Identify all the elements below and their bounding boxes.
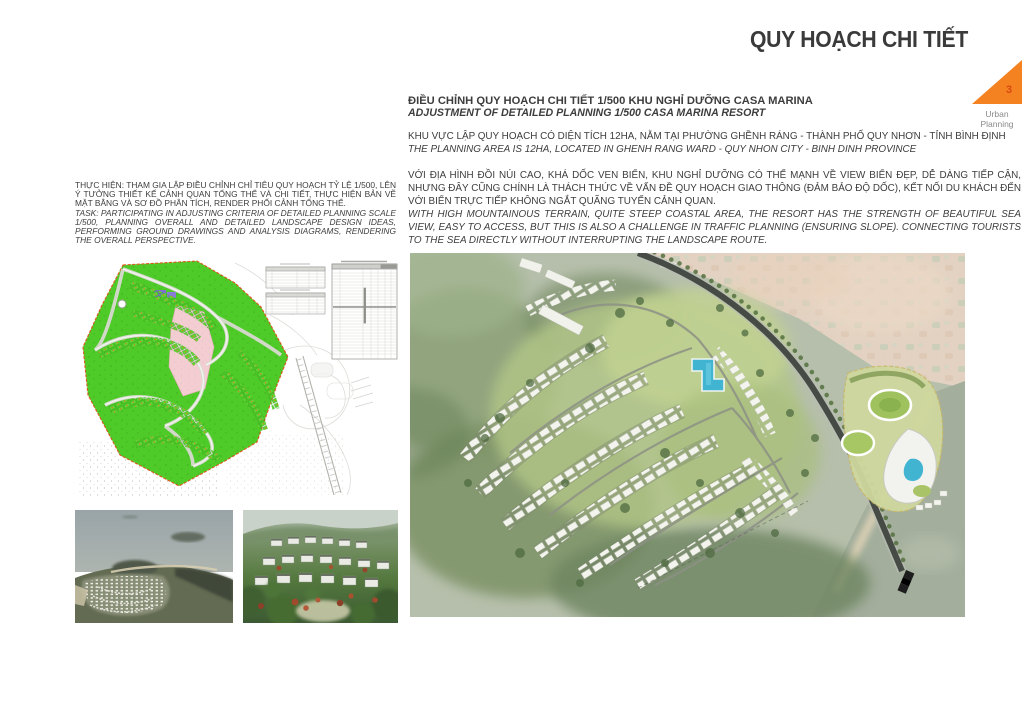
page-title: QUY HOẠCH CHI TIẾT bbox=[749, 26, 968, 52]
analysis-paragraph-en: WITH HIGH MOUNTAINOUS TERRAIN, QUITE STEEP COASTAL AREA, THE RESORT HAS THE STRENGTH OF BEAUTIFUL SEA VIEW, EASY TO ACCESS, BUT THIS IS ALSO A CHALLENGE IN TRAFFIC PLANNING (ENSURING SLOPE). CONNECTING TOURISTS TO THE SEA DIRECTLY WITHOUT INTERRUPTING THE LANDSCAPE ROUTE. bbox=[408, 209, 1021, 246]
section-label: Urban Planning bbox=[980, 109, 1014, 129]
analysis-paragraph-vi: VỚI ĐỊA HÌNH ĐỒI NÚI CAO, KHÁ DỐC VEN BIỂN, KHU NGHỈ DƯỠNG CÓ THẾ MẠNH VỀ VIEW BIỂN ĐẸP, DỄ DÀNG TIẾP CẬN, NHƯNG ĐÂY CŨNG CHÍNH LÀ THÁCH THỨC VỀ VẤN ĐỀ QUY HOẠCH GIAO THÔNG (ĐẢM BẢO ĐỘ DỐC), KẾT NỐI DU KHÁCH ĐẾN VỚI BIỂN TRỰC TIẾP KHÔNG NGẮT QUÃNG TUYẾN CẢNH QUAN. bbox=[408, 170, 1021, 207]
analysis-paragraph bbox=[408, 169, 1021, 247]
location-paragraph-en: THE PLANNING AREA IS 12HA, LOCATED IN GHENH RANG WARD - QUY NHON CITY - BINH DINH PROVINCE bbox=[408, 144, 917, 155]
render-photo-figure bbox=[243, 510, 398, 623]
location-paragraph-vi: KHU VỰC LẬP QUY HOẠCH CÓ DIỆN TÍCH 12HA, NẰM TẠI PHƯỜNG GHỀNH RÁNG - THÀNH PHỐ QUY NHƠN - TỈNH BÌNH ĐỊNH bbox=[408, 131, 1006, 142]
project-heading bbox=[408, 95, 1021, 119]
sea bbox=[75, 510, 233, 572]
location-paragraph bbox=[408, 130, 1021, 156]
site-plan-small-figure bbox=[75, 255, 400, 500]
land-use-table-small bbox=[266, 264, 325, 314]
island bbox=[171, 532, 205, 542]
task-description bbox=[75, 181, 396, 245]
oval-lawn bbox=[842, 431, 874, 455]
master-plan-large-figure bbox=[410, 253, 965, 617]
task-description-en: TASK: PARTICIPATING IN ADJUSTING CRITERIA OF DETAILED PLANNING SCALE 1/500, PLANNING OVERALL AND DETAILED LANDSCAPE DESIGN IDEAS, PERFORMING GROUND DRAWINGS AND ANALYSIS DIAGRAMS, RENDERING THE OVERALL PERSPECTIVE. bbox=[75, 207, 396, 246]
project-heading-en: ADJUSTMENT OF DETAILED PLANNING 1/500 CASA MARINA RESORT bbox=[408, 107, 766, 119]
resort-cluster bbox=[84, 576, 166, 613]
task-description-vi: THỰC HIỆN: THAM GIA LẬP ĐIỀU CHỈNH CHỈ TIÊU QUY HOẠCH TỶ LỆ 1/500, LÊN Ý TƯỞNG THIẾT KẾ CẢNH QUAN TỔNG THỂ VÀ CHI TIẾT, THỰC HIỆN BẢN VẼ MẶT BẰNG VÀ SƠ ĐỒ PHÂN TÍCH, RENDER PHỐI CẢNH TỔNG THỂ. bbox=[75, 180, 396, 209]
section-number: 3 bbox=[1006, 84, 1013, 96]
roundabout bbox=[118, 300, 126, 308]
project-heading-vi: ĐIỀU CHỈNH QUY HOẠCH CHI TIẾT 1/500 KHU NGHỈ DƯỠNG CASA MARINA bbox=[408, 95, 813, 107]
aerial-photo-figure bbox=[75, 510, 233, 623]
land-use-table-large bbox=[332, 262, 397, 360]
